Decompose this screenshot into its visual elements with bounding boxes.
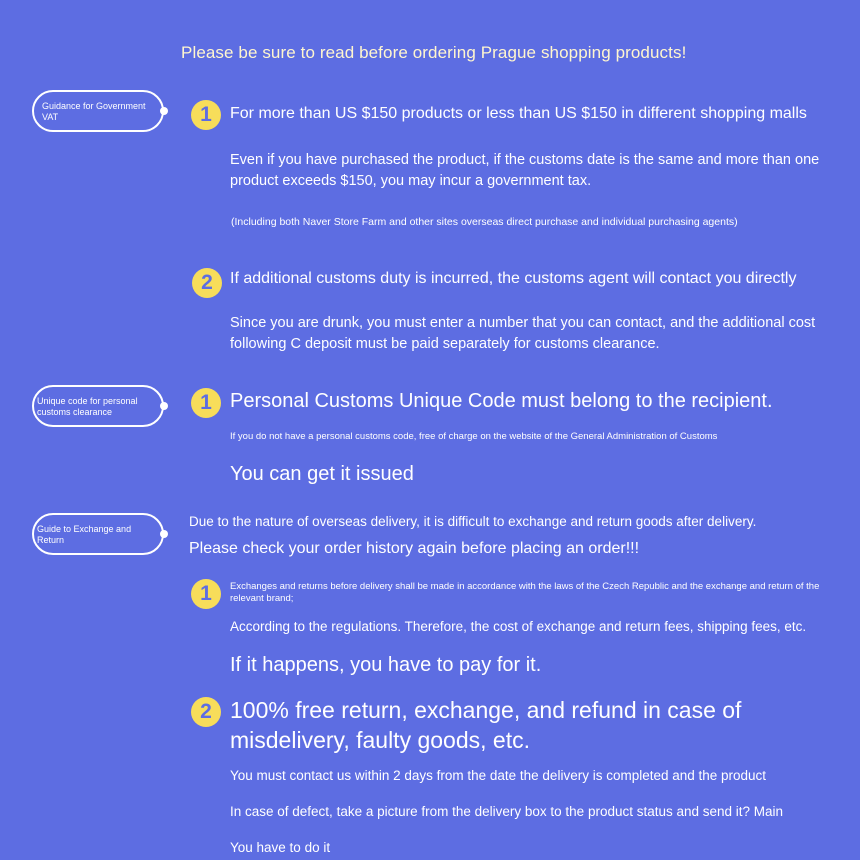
section-label-vat [32,90,164,132]
exchange-item1-body: According to the regulations. Therefore, the cost of exchange and return fees, shipping fees, etc. [230,619,807,634]
section-label-text: Guide to Exchange and Return [37,524,132,545]
customs-item1-tail: You can get it issued [230,463,414,485]
vat-item2-heading: If additional customs duty is incurred, the customs agent will contact you directly [230,270,797,287]
connector-dot [160,402,168,410]
exchange-item1-note: Exchanges and returns before delivery shall be made in accordance with the laws of the Czech Republic and the exchange and return of the relevant brand; [230,581,820,604]
section-label-text: Unique code for personal customs clearance [37,396,138,417]
connector-dot [160,107,168,115]
exchange-intro-1: Due to the nature of overseas delivery, it is difficult to exchange and return goods after delivery. [189,514,757,529]
vat-item1-heading: For more than US $150 products or less than US $150 in different shopping malls [230,105,807,122]
exchange-item2-line2: In case of defect, take a picture from the delivery box to the product status and send it? Main [230,804,784,819]
exchange-intro-2: Please check your order history again before placing an order!!! [189,540,640,557]
number-badge: 1 [191,100,221,130]
number-badge: 1 [191,579,221,609]
vat-item2-body: Since you are drunk, you must enter a number that you can contact, and the additional cost following C deposit must be paid separately for customs clearance. [230,315,816,352]
exchange-item1-tail: If it happens, you have to pay for it. [230,654,542,676]
customs-item1-note: If you do not have a personal customs code, free of charge on the website of the General Administration of Customs [230,431,718,442]
customs-item1-heading: Personal Customs Unique Code must belong to the recipient. [230,390,773,412]
vat-item1-body: Even if you have purchased the product, if the customs date is the same and more than one product exceeds $150, you may incur a government tax. [230,152,820,189]
section-label-customs-code [32,385,164,427]
section-label-exchange [32,513,164,555]
number-badge: 1 [191,388,221,418]
connector-dot [160,530,168,538]
number-badge: 2 [192,268,222,298]
exchange-item2-heading: 100% free return, exchange, and refund in case of misdelivery, faulty goods, etc. [230,697,742,753]
exchange-item2-line1: You must contact us within 2 days from the date the delivery is completed and the product [230,768,767,783]
exchange-item2-line3: You have to do it [230,840,331,855]
number-badge: 2 [191,697,221,727]
page-title: Please be sure to read before ordering Prague shopping products! [181,43,687,62]
section-label-text: Guidance for Government VAT [42,101,146,122]
vat-item1-note: (Including both Naver Store Farm and other sites overseas direct purchase and individual purchasing agents) [231,216,738,228]
